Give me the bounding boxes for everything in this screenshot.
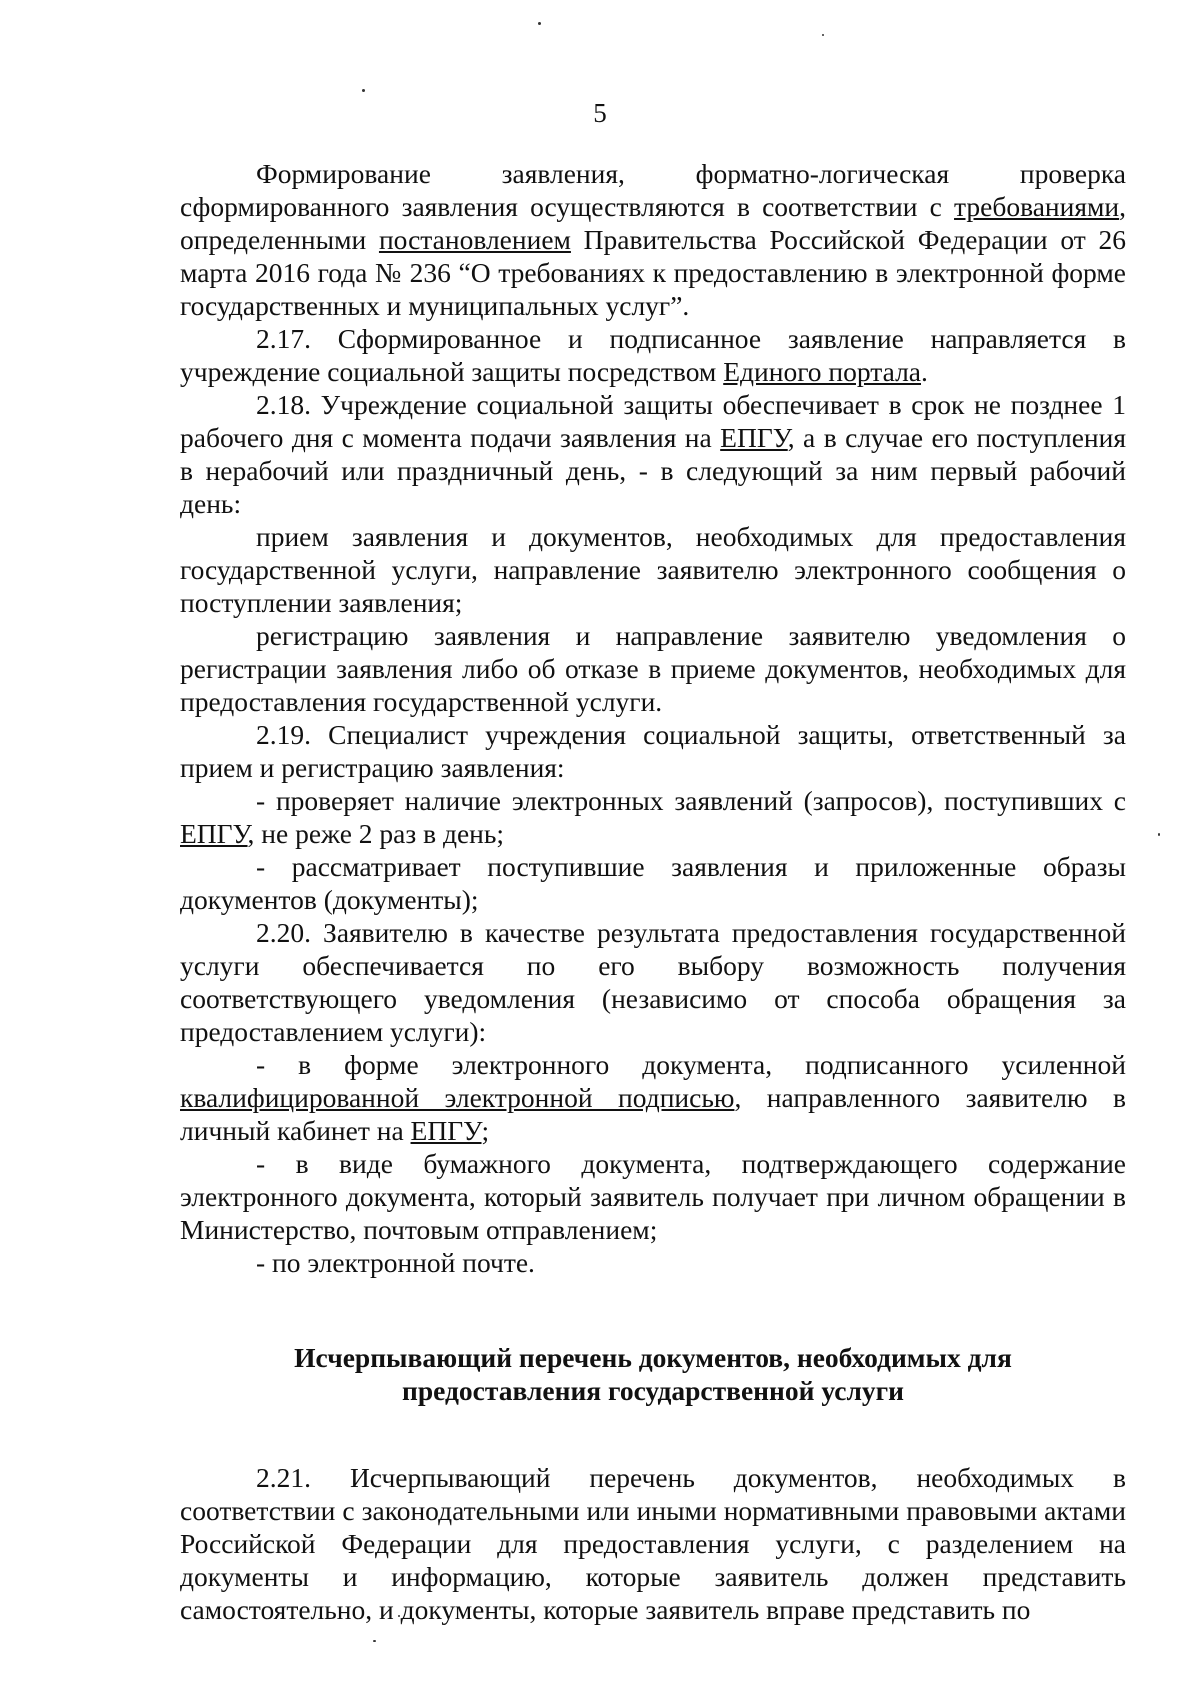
paragraph-reviews-documents: - рассматривает поступившие заявления и приложенные образы документов (документы); [180, 851, 1126, 915]
text-run: - в форме электронного документа, подписанного усиленной [256, 1049, 1126, 1080]
text-run: ; [481, 1115, 490, 1146]
text-run: Формирование заявления, форматно-логическая проверка сформированного заявления осуществляются в соответствии с [180, 158, 1126, 222]
page-number: 5 [593, 98, 607, 128]
scan-speck [362, 89, 365, 92]
text-run: - проверяет наличие электронных заявлений (запросов), поступивших с [256, 785, 1126, 816]
section-heading [180, 1341, 1126, 1407]
paragraph-form-generation [180, 157, 1126, 322]
paragraph-2-20: 2.20. Заявителю в качестве результата предоставления государственной услуги обеспечивается по его выбору возможность получения соответствующего уведомления (независимо от способа обращения за предоставлением услуги): [180, 917, 1126, 1047]
link-unified-portal[interactable]: Единого портала [723, 356, 921, 387]
section-heading-line-1: Исчерпывающий перечень документов, необходимых для [294, 1342, 1012, 1373]
paragraph-2-21: 2.21. Исчерпывающий перечень документов, необходимых в соответствии с законодательными или иными нормативными правовыми актами Российской Федерации для предоставления услуги, с разделением на документы и информацию, которые заявитель должен представить самостоятельно, и документы, которые заявитель вправе представить по [180, 1462, 1126, 1625]
scan-speck [1158, 833, 1160, 836]
scan-speck [373, 1640, 376, 1642]
text-run: 2.18. Учреждение социальной защиты обеспечивает в срок не позднее 1 рабочего дня с момента подачи заявления на [180, 389, 1126, 453]
paragraph-registration: регистрацию заявления и направление заявителю уведомления о регистрации заявления либо об отказе в приеме документов, необходимых для предоставления государственной услуги. [180, 620, 1126, 717]
paragraph-2-19: 2.19. Специалист учреждения социальной защиты, ответственный за прием и регистрацию заявления: [180, 719, 1126, 783]
paragraph-paper-document: - в виде бумажного документа, подтверждающего содержание электронного документа, который заявитель получает при личном обращении в Министерство, почтовым отправлением; [180, 1148, 1126, 1245]
link-epgu[interactable]: ЕПГУ [410, 1115, 482, 1146]
scan-speck [538, 22, 541, 25]
link-epgu[interactable]: ЕПГУ [720, 422, 788, 453]
scan-speck [822, 34, 824, 36]
text-run: Правительства Российской Федерации от 26 марта 2016 года № 236 “О требованиях к предоставлению в электронной форме государственных и муниципальных услуг”. [180, 224, 1126, 321]
paragraph-email: - по электронной почте. [256, 1247, 535, 1278]
link-epgu[interactable]: ЕПГУ [180, 818, 248, 849]
paragraph-2-17 [180, 322, 1126, 388]
link-qualified-signature[interactable]: квалифицированной электронной подписью [180, 1082, 735, 1113]
text-run: 2.17. Сформированное и подписанное заявление направляется в учреждение социальной защиты посредством [180, 323, 1126, 387]
link-requirements[interactable]: требованиями [954, 191, 1120, 222]
text-run: , направленного заявителю в личный кабинет на [180, 1082, 1126, 1146]
paragraph-electronic-document [180, 1048, 1126, 1147]
link-resolution[interactable]: постановлением [378, 224, 571, 255]
paragraph-checks-applications [180, 784, 1126, 850]
text-run: . [921, 356, 928, 387]
text-run: , определенными [180, 191, 1126, 255]
document-body [180, 157, 1126, 1626]
paragraph-2-18 [180, 388, 1126, 520]
text-run: , а в случае его поступления в нерабочий или праздничный день, - в следующий за ним первый рабочий день: [180, 422, 1126, 519]
section-heading-line-2: предоставления государственной услуги [402, 1375, 904, 1406]
text-run: , не реже 2 раз в день; [247, 818, 505, 849]
paragraph-receipt: прием заявления и документов, необходимых для предоставления государственной услуги, направление заявителю электронного сообщения о поступлении заявления; [180, 521, 1126, 618]
